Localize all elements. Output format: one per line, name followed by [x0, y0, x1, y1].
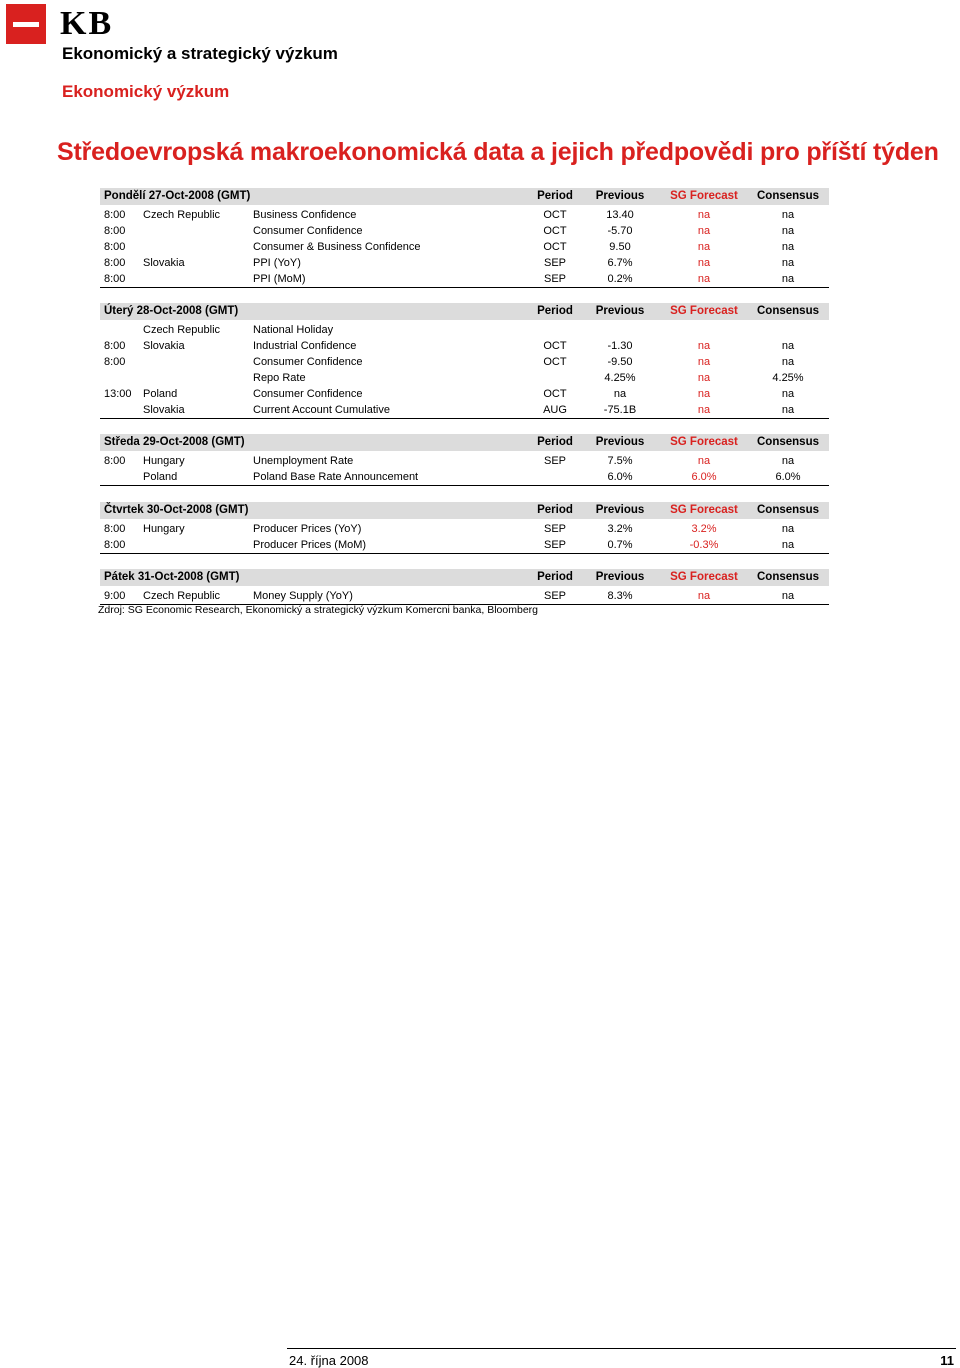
footer-date: 24. října 2008 — [289, 1353, 369, 1368]
day-title: Čtvrtek 30-Oct-2008 (GMT) — [104, 504, 249, 516]
cell-period: OCT — [543, 209, 567, 221]
cell-previous: 0.7% — [607, 539, 633, 551]
day-table-friday — [100, 569, 829, 605]
cell-consensus: 4.25% — [772, 372, 804, 384]
cell-consensus: na — [781, 455, 795, 467]
table-row — [100, 255, 829, 271]
day-header — [100, 502, 829, 519]
column-header-forecast: SG Forecast — [670, 571, 738, 583]
day-table-wednesday — [100, 434, 829, 486]
cell-country: Poland — [143, 471, 178, 483]
column-header-period: Period — [537, 436, 573, 448]
cell-time: 8:00 — [104, 539, 126, 551]
cell-period: OCT — [543, 356, 567, 368]
cell-indicator: Consumer Confidence — [253, 388, 363, 400]
table-row — [100, 354, 829, 370]
cell-period: SEP — [543, 523, 566, 535]
cell-country: Slovakia — [143, 257, 185, 269]
cell-consensus: na — [781, 590, 795, 602]
cell-indicator: National Holiday — [253, 324, 334, 336]
cell-time: 9:00 — [104, 590, 126, 602]
cell-period: SEP — [543, 590, 566, 602]
cell-forecast: na — [697, 209, 711, 221]
day-title: Pátek 31-Oct-2008 (GMT) — [104, 571, 240, 583]
cell-previous: 7.5% — [607, 455, 633, 467]
cell-indicator: PPI (YoY) — [253, 257, 301, 269]
table-row — [100, 207, 829, 223]
page-number: 11 — [940, 1353, 954, 1368]
cell-country: Czech Republic — [143, 324, 221, 336]
day-table-thursday — [100, 502, 829, 554]
cell-consensus: na — [781, 209, 795, 221]
kb-logo-mark — [6, 4, 46, 44]
cell-consensus: na — [781, 404, 795, 416]
cell-time: 8:00 — [104, 209, 126, 221]
column-header-consensus: Consensus — [757, 504, 819, 516]
cell-previous: 4.25% — [604, 372, 636, 384]
column-header-previous: Previous — [595, 504, 645, 516]
table-row — [100, 338, 829, 354]
day-header — [100, 188, 829, 205]
table-row — [100, 537, 829, 553]
cell-forecast: 6.0% — [691, 471, 717, 483]
table-rows — [100, 207, 829, 288]
cell-consensus: na — [781, 539, 795, 551]
kb-logo-text: KB — [60, 5, 114, 42]
cell-time: 8:00 — [104, 241, 126, 253]
cell-time: 13:00 — [104, 388, 132, 400]
cell-indicator: Producer Prices (MoM) — [253, 539, 367, 551]
cell-forecast: na — [697, 241, 711, 253]
cell-indicator: Unemployment Rate — [253, 455, 354, 467]
cell-forecast: na — [697, 388, 711, 400]
table-row — [100, 588, 829, 604]
cell-consensus: na — [781, 356, 795, 368]
column-header-period: Period — [537, 504, 573, 516]
day-header — [100, 434, 829, 451]
cell-indicator: Money Supply (YoY) — [253, 590, 353, 602]
kb-logo — [6, 4, 113, 44]
table-rows — [100, 521, 829, 554]
cell-time: 8:00 — [104, 340, 126, 352]
column-header-consensus: Consensus — [757, 305, 819, 317]
table-rows — [100, 588, 829, 605]
cell-forecast: na — [697, 455, 711, 467]
column-header-period: Period — [537, 305, 573, 317]
cell-previous: 8.3% — [607, 590, 633, 602]
column-header-period: Period — [537, 190, 573, 202]
column-header-previous: Previous — [595, 305, 645, 317]
table-row — [100, 469, 829, 485]
cell-consensus: na — [781, 273, 795, 285]
column-header-forecast: SG Forecast — [670, 436, 738, 448]
page-title: Středoevropská makroekonomická data a jejich předpovědi pro příští týden — [57, 138, 939, 166]
cell-previous: 3.2% — [607, 523, 633, 535]
cell-time: 8:00 — [104, 455, 126, 467]
table-row — [100, 322, 829, 338]
column-header-forecast: SG Forecast — [670, 305, 738, 317]
table-row — [100, 223, 829, 239]
cell-indicator: Poland Base Rate Announcement — [253, 471, 419, 483]
table-rows — [100, 322, 829, 419]
table-row — [100, 370, 829, 386]
cell-period: SEP — [543, 257, 566, 269]
cell-forecast: na — [697, 225, 711, 237]
cell-previous: 13.40 — [606, 209, 634, 221]
cell-period: SEP — [543, 539, 566, 551]
cell-time: 8:00 — [104, 273, 126, 285]
cell-indicator: Industrial Confidence — [253, 340, 357, 352]
cell-previous: 6.0% — [607, 471, 633, 483]
cell-previous: -5.70 — [607, 225, 633, 237]
table-row — [100, 271, 829, 287]
cell-consensus: na — [781, 340, 795, 352]
cell-consensus: na — [781, 257, 795, 269]
cell-forecast: na — [697, 257, 711, 269]
day-title: Středa 29-Oct-2008 (GMT) — [104, 436, 245, 448]
cell-previous: 6.7% — [607, 257, 633, 269]
cell-indicator: Consumer & Business Confidence — [253, 241, 421, 253]
day-header — [100, 303, 829, 320]
table-row — [100, 402, 829, 418]
cell-forecast: na — [697, 273, 711, 285]
cell-indicator: Consumer Confidence — [253, 356, 363, 368]
cell-consensus: na — [781, 388, 795, 400]
cell-indicator: Consumer Confidence — [253, 225, 363, 237]
table-row — [100, 239, 829, 255]
cell-previous: -1.30 — [607, 340, 633, 352]
cell-indicator: Repo Rate — [253, 372, 306, 384]
day-header — [100, 569, 829, 586]
cell-period: OCT — [543, 241, 567, 253]
cell-consensus: na — [781, 523, 795, 535]
cell-previous: -75.1B — [603, 404, 637, 416]
table-row — [100, 521, 829, 537]
cell-indicator: Current Account Cumulative — [253, 404, 390, 416]
cell-country: Czech Republic — [143, 209, 221, 221]
cell-forecast: -0.3% — [689, 539, 719, 551]
column-header-consensus: Consensus — [757, 571, 819, 583]
column-header-previous: Previous — [595, 190, 645, 202]
cell-country: Hungary — [143, 455, 185, 467]
column-header-period: Period — [537, 571, 573, 583]
cell-period: SEP — [543, 273, 566, 285]
table-row — [100, 386, 829, 402]
cell-period: OCT — [543, 225, 567, 237]
day-table-tuesday — [100, 303, 829, 419]
cell-time: 8:00 — [104, 257, 126, 269]
cell-country: Slovakia — [143, 404, 185, 416]
day-title: Úterý 28-Oct-2008 (GMT) — [104, 305, 239, 317]
cell-country: Czech Republic — [143, 590, 221, 602]
cell-time: 8:00 — [104, 225, 126, 237]
cell-country: Slovakia — [143, 340, 185, 352]
subdepartment-name: Ekonomický výzkum — [62, 82, 230, 101]
cell-previous: na — [613, 388, 627, 400]
column-header-consensus: Consensus — [757, 436, 819, 448]
column-header-previous: Previous — [595, 571, 645, 583]
table-rows — [100, 453, 829, 486]
cell-forecast: na — [697, 590, 711, 602]
cell-forecast: na — [697, 372, 711, 384]
cell-time: 8:00 — [104, 356, 126, 368]
table-row — [100, 453, 829, 469]
source-note: Zdroj: SG Economic Research, Ekonomický a strategický výzkum Komercni banka, Bloomberg — [98, 604, 539, 616]
column-header-forecast: SG Forecast — [670, 190, 738, 202]
cell-period: AUG — [543, 404, 567, 416]
cell-forecast: 3.2% — [691, 523, 717, 535]
column-header-previous: Previous — [595, 436, 645, 448]
column-header-consensus: Consensus — [757, 190, 819, 202]
cell-country: Hungary — [143, 523, 185, 535]
page-footer — [287, 1348, 956, 1368]
cell-indicator: PPI (MoM) — [253, 273, 306, 285]
cell-forecast: na — [697, 404, 711, 416]
department-name: Ekonomický a strategický výzkum — [62, 44, 338, 63]
cell-forecast: na — [697, 356, 711, 368]
cell-period: OCT — [543, 388, 567, 400]
cell-previous: 9.50 — [609, 241, 631, 253]
cell-previous: 0.2% — [607, 273, 633, 285]
column-header-forecast: SG Forecast — [670, 504, 738, 516]
cell-country: Poland — [143, 388, 178, 400]
cell-consensus: na — [781, 241, 795, 253]
day-title: Pondělí 27-Oct-2008 (GMT) — [104, 190, 251, 202]
cell-forecast: na — [697, 340, 711, 352]
cell-period: OCT — [543, 340, 567, 352]
cell-consensus: na — [781, 225, 795, 237]
cell-time: 8:00 — [104, 523, 126, 535]
cell-indicator: Producer Prices (YoY) — [253, 523, 362, 535]
cell-consensus: 6.0% — [775, 471, 801, 483]
cell-period: SEP — [543, 455, 566, 467]
cell-indicator: Business Confidence — [253, 209, 357, 221]
cell-previous: -9.50 — [607, 356, 633, 368]
day-table-monday — [100, 188, 829, 288]
